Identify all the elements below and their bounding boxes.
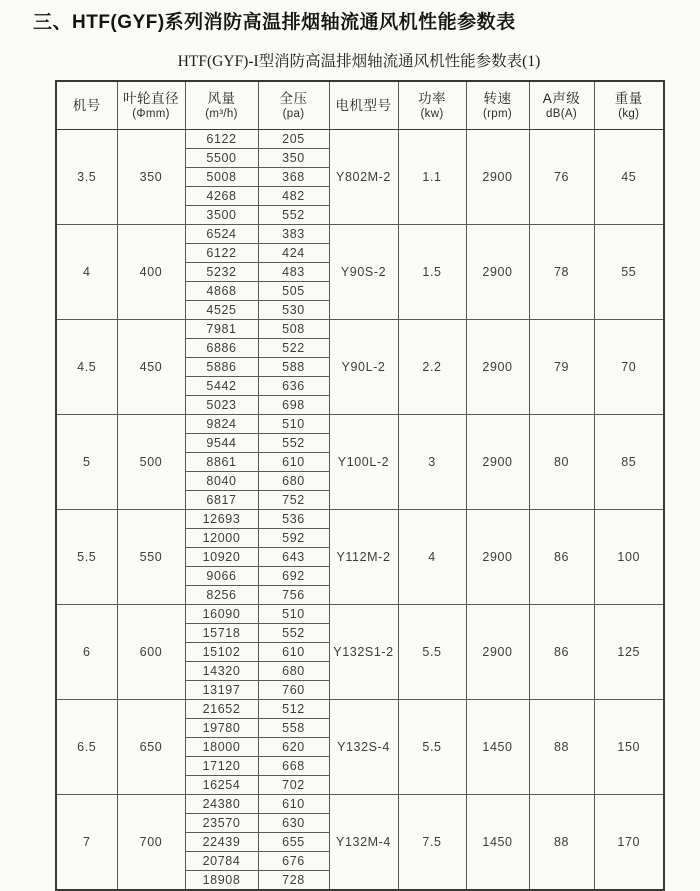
col-header-label: 全压	[279, 90, 308, 106]
col-header-unit: (kg)	[618, 107, 640, 120]
col-header-label: 风量	[207, 90, 236, 106]
cell-weight: 45	[594, 130, 664, 225]
cell-noise: 76	[529, 130, 594, 225]
fan-performance-table	[55, 80, 665, 891]
cell-airflow: 8256	[185, 586, 258, 605]
fan-group-row	[56, 225, 664, 244]
cell-model: 7	[56, 795, 117, 891]
cell-pressure: 752	[258, 491, 329, 510]
cell-airflow: 5008	[185, 168, 258, 187]
cell-airflow: 13197	[185, 681, 258, 700]
cell-airflow: 5886	[185, 358, 258, 377]
cell-motor: Y100L-2	[329, 415, 398, 510]
col-header-model	[56, 81, 117, 130]
table-subtitle: HTF(GYF)-I型消防高温排烟轴流通风机性能参数表(1)	[177, 53, 541, 70]
cell-diameter: 650	[117, 700, 185, 795]
col-header-unit: (pa)	[282, 107, 305, 120]
cell-diameter: 700	[117, 795, 185, 891]
cell-pressure: 368	[258, 168, 329, 187]
cell-power: 1.5	[398, 225, 466, 320]
cell-noise: 88	[529, 795, 594, 891]
cell-power: 2.2	[398, 320, 466, 415]
cell-power: 5.5	[398, 605, 466, 700]
cell-pressure: 510	[258, 605, 329, 624]
cell-airflow: 18000	[185, 738, 258, 757]
cell-pressure: 558	[258, 719, 329, 738]
cell-pressure: 610	[258, 795, 329, 814]
cell-pressure: 205	[258, 130, 329, 149]
col-header-unit: (kw)	[420, 107, 444, 120]
cell-weight: 70	[594, 320, 664, 415]
cell-pressure: 636	[258, 377, 329, 396]
fan-group-row	[56, 415, 664, 434]
cell-airflow: 5023	[185, 396, 258, 415]
col-header-pressure	[258, 81, 329, 130]
cell-motor: Y90L-2	[329, 320, 398, 415]
cell-pressure: 592	[258, 529, 329, 548]
cell-pressure: 552	[258, 624, 329, 643]
cell-pressure: 552	[258, 206, 329, 225]
fan-group-row	[56, 510, 664, 529]
cell-pressure: 552	[258, 434, 329, 453]
cell-airflow: 4268	[185, 187, 258, 206]
cell-model: 5.5	[56, 510, 117, 605]
cell-model: 6.5	[56, 700, 117, 795]
cell-noise: 79	[529, 320, 594, 415]
cell-weight: 55	[594, 225, 664, 320]
cell-airflow: 5500	[185, 149, 258, 168]
cell-motor: Y132S-4	[329, 700, 398, 795]
cell-airflow: 24380	[185, 795, 258, 814]
cell-airflow: 9824	[185, 415, 258, 434]
cell-diameter: 450	[117, 320, 185, 415]
cell-airflow: 20784	[185, 852, 258, 871]
cell-airflow: 18908	[185, 871, 258, 891]
cell-diameter: 600	[117, 605, 185, 700]
col-header-label: 功率	[418, 90, 446, 106]
cell-speed: 2900	[466, 510, 529, 605]
cell-airflow: 3500	[185, 206, 258, 225]
cell-power: 7.5	[398, 795, 466, 891]
cell-airflow: 5442	[185, 377, 258, 396]
cell-model: 5	[56, 415, 117, 510]
cell-pressure: 680	[258, 662, 329, 681]
cell-pressure: 588	[258, 358, 329, 377]
cell-motor: Y90S-2	[329, 225, 398, 320]
cell-pressure: 620	[258, 738, 329, 757]
cell-airflow: 15718	[185, 624, 258, 643]
cell-pressure: 610	[258, 643, 329, 662]
col-header-unit: (rpm)	[483, 107, 512, 120]
page-title: 三、HTF(GYF)系列消防高温排烟轴流通风机性能参数表	[33, 12, 516, 33]
cell-pressure: 676	[258, 852, 329, 871]
col-header-label: 电机型号	[335, 97, 392, 113]
cell-power: 5.5	[398, 700, 466, 795]
col-header-label: A声级	[542, 90, 581, 106]
cell-noise: 80	[529, 415, 594, 510]
cell-motor: Y132S1-2	[329, 605, 398, 700]
cell-speed: 2900	[466, 415, 529, 510]
col-header-power	[398, 81, 466, 130]
cell-motor: Y802M-2	[329, 130, 398, 225]
cell-airflow: 4868	[185, 282, 258, 301]
cell-pressure: 630	[258, 814, 329, 833]
col-header-diameter	[117, 81, 185, 130]
col-header-unit: (m³/h)	[205, 107, 238, 120]
cell-airflow: 6524	[185, 225, 258, 244]
cell-pressure: 350	[258, 149, 329, 168]
fan-group-row	[56, 320, 664, 339]
cell-pressure: 530	[258, 301, 329, 320]
cell-airflow: 7981	[185, 320, 258, 339]
cell-diameter: 350	[117, 130, 185, 225]
table-header	[56, 81, 664, 130]
cell-noise: 88	[529, 700, 594, 795]
cell-motor: Y112M-2	[329, 510, 398, 605]
cell-pressure: 383	[258, 225, 329, 244]
cell-airflow: 12693	[185, 510, 258, 529]
col-header-label: 转速	[483, 90, 512, 106]
cell-noise: 86	[529, 510, 594, 605]
cell-weight: 85	[594, 415, 664, 510]
cell-pressure: 643	[258, 548, 329, 567]
fan-group-row	[56, 700, 664, 719]
cell-pressure: 655	[258, 833, 329, 852]
cell-diameter: 400	[117, 225, 185, 320]
cell-airflow: 23570	[185, 814, 258, 833]
cell-pressure: 760	[258, 681, 329, 700]
cell-pressure: 680	[258, 472, 329, 491]
cell-model: 4	[56, 225, 117, 320]
cell-pressure: 424	[258, 244, 329, 263]
fan-group-row	[56, 605, 664, 624]
cell-airflow: 4525	[185, 301, 258, 320]
cell-motor: Y132M-4	[329, 795, 398, 891]
col-header-label: 机号	[72, 97, 101, 113]
cell-pressure: 483	[258, 263, 329, 282]
cell-airflow: 8040	[185, 472, 258, 491]
cell-airflow: 10920	[185, 548, 258, 567]
cell-airflow: 6817	[185, 491, 258, 510]
cell-weight: 125	[594, 605, 664, 700]
cell-pressure: 512	[258, 700, 329, 719]
cell-speed: 2900	[466, 225, 529, 320]
fan-group-row	[56, 130, 664, 149]
cell-power: 3	[398, 415, 466, 510]
cell-pressure: 702	[258, 776, 329, 795]
cell-noise: 86	[529, 605, 594, 700]
col-header-unit: dB(A)	[546, 107, 577, 120]
cell-pressure: 536	[258, 510, 329, 529]
col-header-speed	[466, 81, 529, 130]
cell-airflow: 14320	[185, 662, 258, 681]
col-header-airflow	[185, 81, 258, 130]
cell-airflow: 22439	[185, 833, 258, 852]
cell-weight: 100	[594, 510, 664, 605]
col-header-label: 重量	[614, 90, 643, 106]
cell-model: 6	[56, 605, 117, 700]
cell-speed: 1450	[466, 795, 529, 891]
cell-airflow: 9066	[185, 567, 258, 586]
cell-airflow: 6886	[185, 339, 258, 358]
cell-diameter: 550	[117, 510, 185, 605]
cell-airflow: 8861	[185, 453, 258, 472]
cell-diameter: 500	[117, 415, 185, 510]
cell-airflow: 5232	[185, 263, 258, 282]
cell-power: 1.1	[398, 130, 466, 225]
cell-pressure: 610	[258, 453, 329, 472]
cell-airflow: 6122	[185, 244, 258, 263]
col-header-motor	[329, 81, 398, 130]
cell-pressure: 522	[258, 339, 329, 358]
cell-pressure: 698	[258, 396, 329, 415]
cell-airflow: 12000	[185, 529, 258, 548]
cell-pressure: 510	[258, 415, 329, 434]
cell-speed: 2900	[466, 130, 529, 225]
cell-speed: 1450	[466, 700, 529, 795]
col-header-unit: (Φmm)	[132, 107, 170, 120]
fan-group-row	[56, 795, 664, 814]
cell-pressure: 505	[258, 282, 329, 301]
cell-pressure: 692	[258, 567, 329, 586]
cell-pressure: 482	[258, 187, 329, 206]
cell-airflow: 19780	[185, 719, 258, 738]
cell-noise: 78	[529, 225, 594, 320]
cell-airflow: 9544	[185, 434, 258, 453]
cell-weight: 150	[594, 700, 664, 795]
cell-airflow: 15102	[185, 643, 258, 662]
cell-speed: 2900	[466, 605, 529, 700]
cell-pressure: 756	[258, 586, 329, 605]
col-header-weight	[594, 81, 664, 130]
cell-airflow: 16254	[185, 776, 258, 795]
cell-model: 3.5	[56, 130, 117, 225]
table-header-row	[56, 81, 664, 130]
cell-pressure: 508	[258, 320, 329, 339]
table-body	[56, 130, 664, 891]
cell-airflow: 16090	[185, 605, 258, 624]
cell-weight: 170	[594, 795, 664, 891]
cell-power: 4	[398, 510, 466, 605]
col-header-label: 叶轮直径	[123, 90, 179, 106]
cell-pressure: 668	[258, 757, 329, 776]
cell-airflow: 17120	[185, 757, 258, 776]
cell-speed: 2900	[466, 320, 529, 415]
cell-model: 4.5	[56, 320, 117, 415]
cell-airflow: 6122	[185, 130, 258, 149]
col-header-noise	[529, 81, 594, 130]
cell-airflow: 21652	[185, 700, 258, 719]
cell-pressure: 728	[258, 871, 329, 891]
